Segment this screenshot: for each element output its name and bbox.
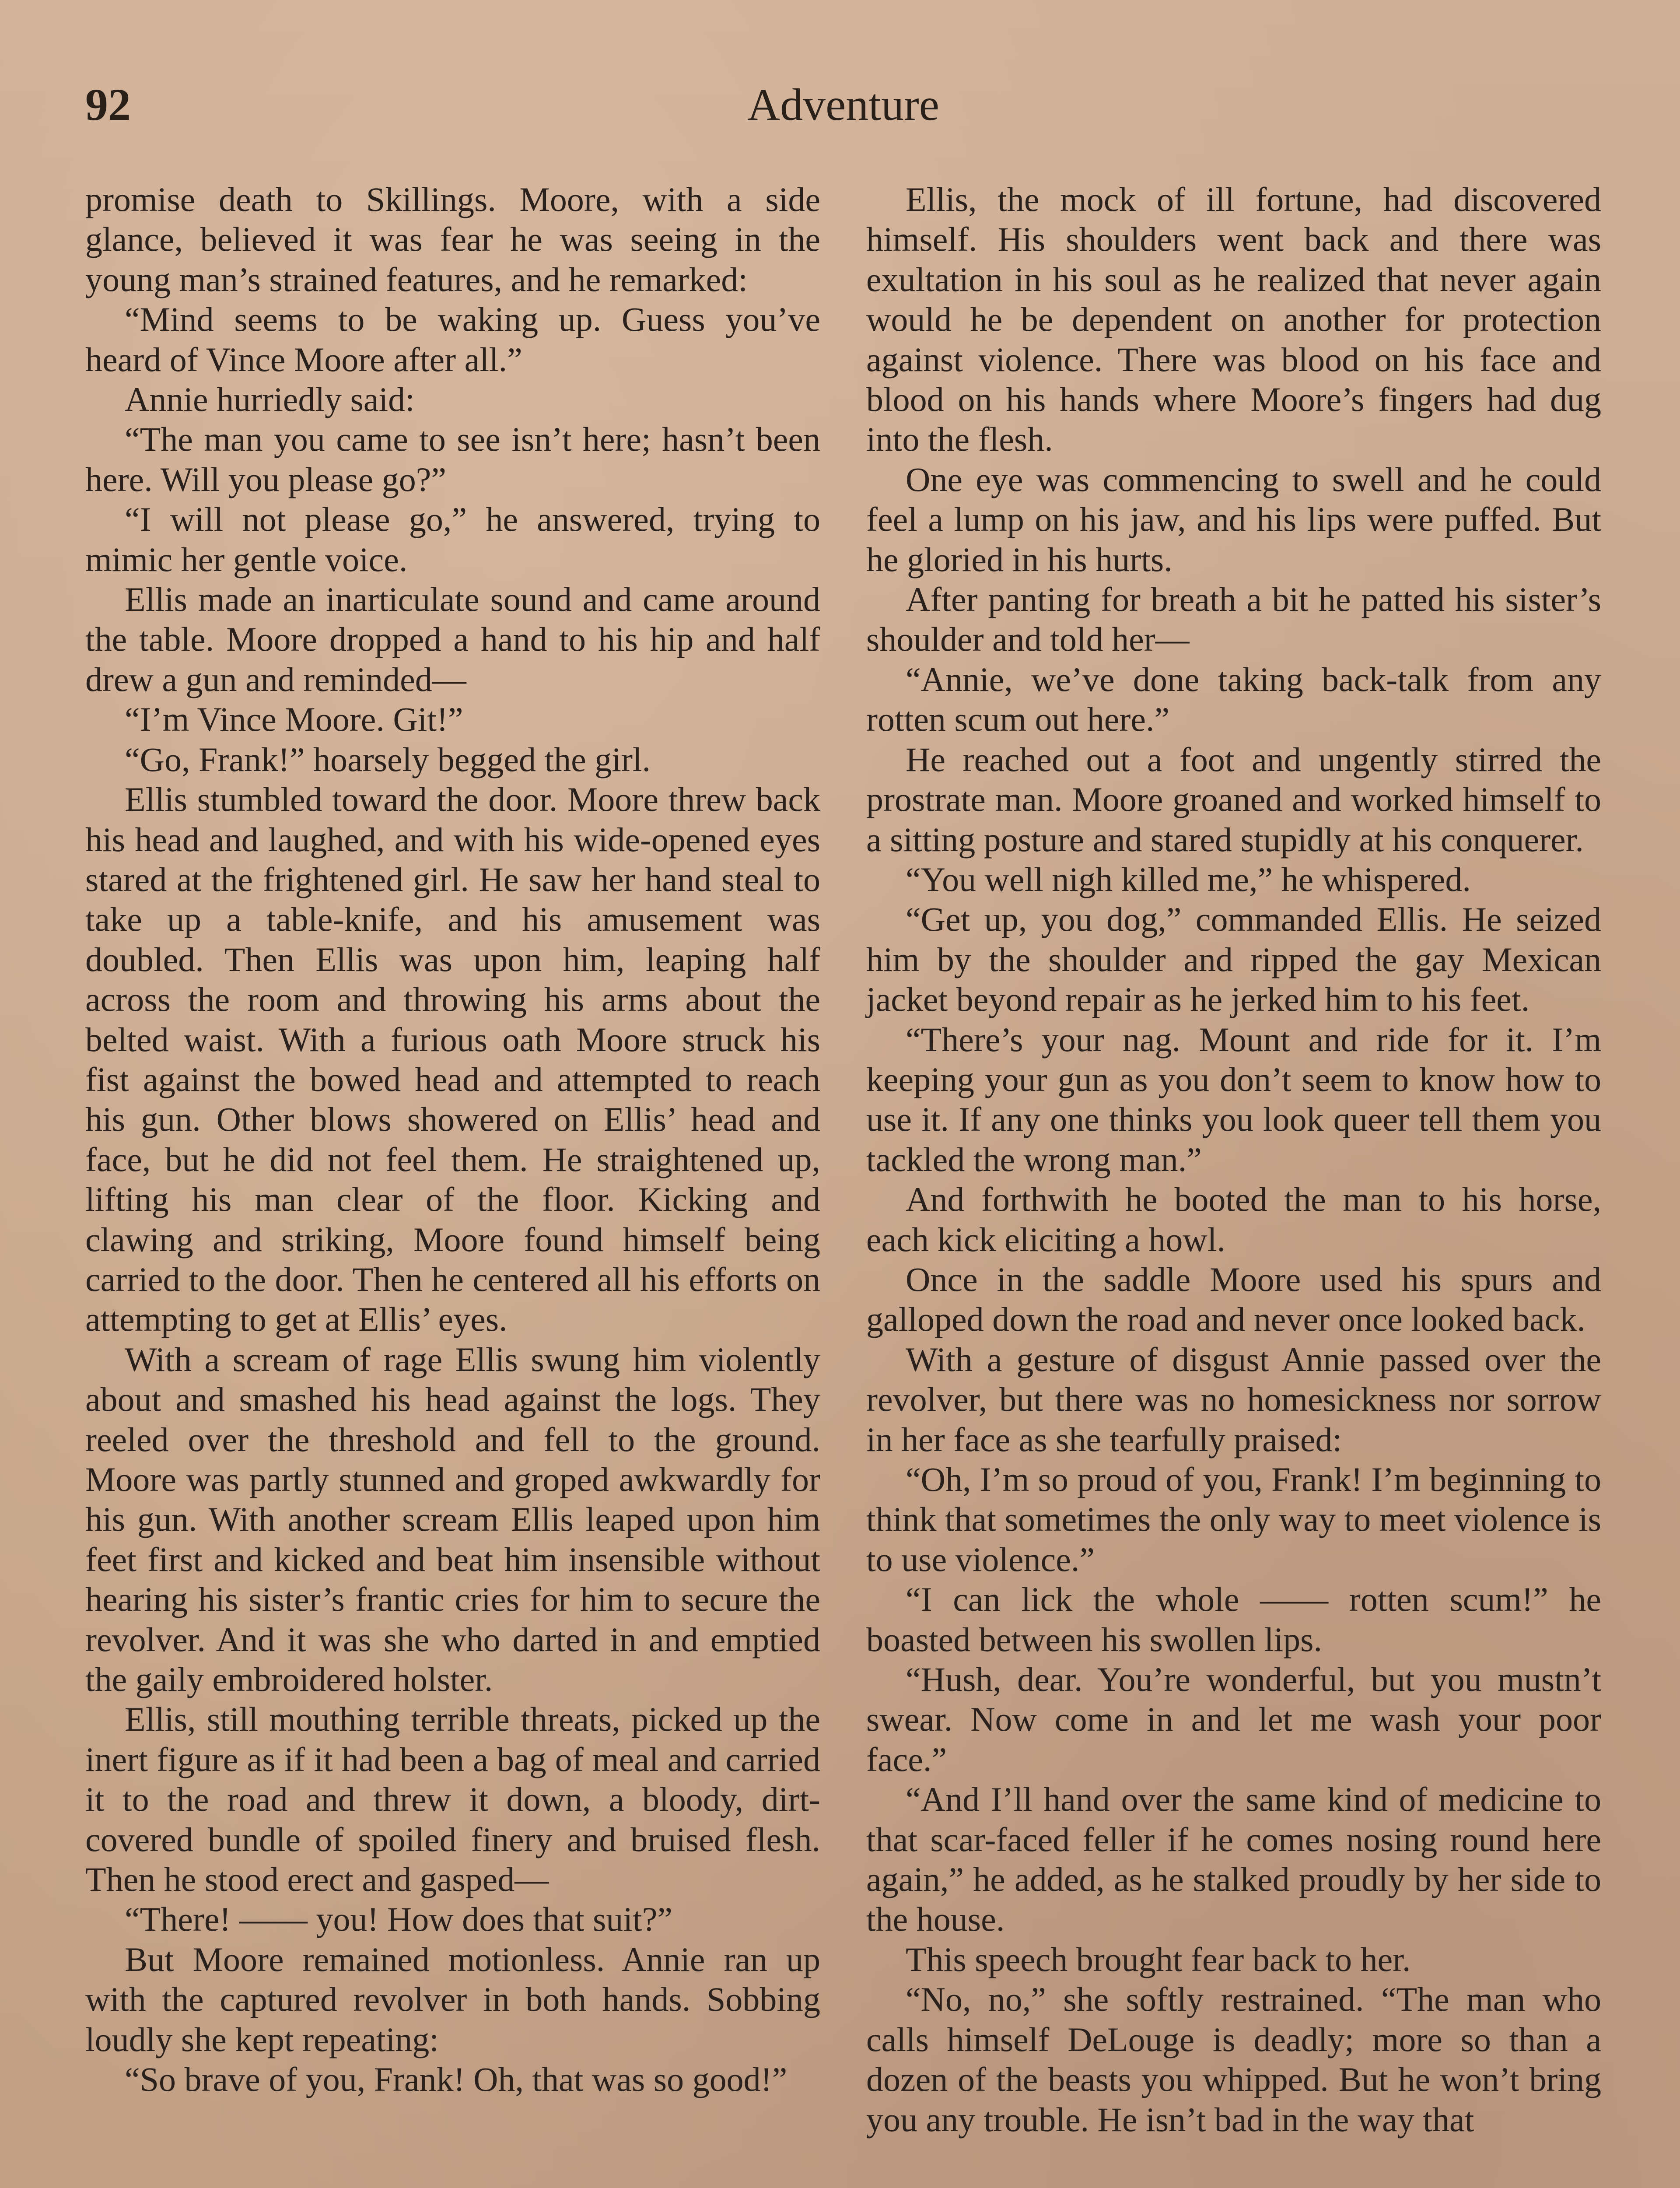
running-head: Adventure bbox=[747, 80, 939, 130]
paragraph: promise death to Skillings. Moore, with a side glance, believed it was fear he was seeing in the young man’s strained features, and he remarked: bbox=[85, 180, 820, 298]
paragraph: But Moore remained motionless. Annie ran up with the captured revolver in both hands. Sobbing loudly she kept repeating: bbox=[85, 1940, 820, 2058]
paragraph: Ellis stumbled toward the door. Moore threw back his head and laughed, and with his wide-opened eyes stared at the frightened girl. He saw her hand steal to take up a table-knife, and his amusement was doubled. Then Ellis was upon him, leaping half across the room and throwing his arms about the belted waist. With a furious oath Moore struck his fist against the bowed head and attempted to reach his gun. Other blows showered on Ellis’ head and face, but he did not feel them. He straightened up, lifting his man clear of the floor. Kicking and clawing and striking, Moore found himself being carried to the door. Then he centered all his efforts on attempting to get at Ellis’ eyes. bbox=[85, 780, 820, 1339]
paragraph: Once in the saddle Moore used his spurs and galloped down the road and never once looked back. bbox=[866, 1260, 1601, 1339]
paragraph: Ellis, the mock of ill fortune, had discovered himself. His shoulders went back and there was exultation in his soul as he realized that never again would he be dependent on another for protection against violence. There was blood on his face and blood on his hands where Moore’s fingers had dug into the flesh. bbox=[866, 180, 1601, 459]
paragraph: “The man you came to see isn’t here; hasn’t been here. Will you please go?” bbox=[85, 420, 820, 498]
paragraph: “Annie, we’ve done taking back-talk from any rotten scum out here.” bbox=[866, 660, 1601, 739]
page-header bbox=[85, 79, 1601, 136]
paragraph: “There’s your nag. Mount and ride for it. I’m keeping your gun as you don’t seem to know how to use it. If any one thinks you look queer tell them you tackled the wrong man.” bbox=[866, 1020, 1601, 1178]
paragraph: “Get up, you dog,” commanded Ellis. He seized him by the shoulder and ripped the gay Mexican jacket beyond repair as he jerked him to his feet. bbox=[866, 900, 1601, 1019]
paragraph: “Oh, I’m so proud of you, Frank! I’m beginning to think that sometimes the only way to meet violence is to use violence.” bbox=[866, 1460, 1601, 1578]
paragraph: “No, no,” she softly restrained. “The man who calls himself DeLouge is deadly; more so than a dozen of the beasts you whipped. But he won’t bring you any trouble. He isn’t bad in the way that bbox=[866, 1980, 1601, 2139]
paragraph: “I will not please go,” he answered, trying to mimic her gentle voice. bbox=[85, 500, 820, 579]
paragraph: Ellis made an inarticulate sound and came around the table. Moore dropped a hand to his hip and half drew a gun and reminded— bbox=[85, 580, 820, 698]
paragraph: Annie hurriedly said: bbox=[125, 380, 415, 419]
paragraph: And forthwith he booted the man to his horse, each kick eliciting a howl. bbox=[866, 1180, 1601, 1259]
paragraph: With a scream of rage Ellis swung him violently about and smashed his head against the logs. They reeled over the threshold and fell to the ground. Moore was partly stunned and groped awkwardly for his gun. With another scream Ellis leaped upon him feet first and kicked and beat him insensible without hearing his sister’s frantic cries for him to secure the revolver. And it was she who darted in and emptied the gaily embroidered holster. bbox=[85, 1340, 820, 1699]
paragraph: After panting for breath a bit he patted his sister’s shoulder and told her— bbox=[866, 580, 1601, 659]
right-column bbox=[866, 179, 1601, 2139]
paragraph: “Hush, dear. You’re wonderful, but you mustn’t swear. Now come in and let me wash your poor face.” bbox=[866, 1660, 1601, 1778]
paragraph: “I can lick the whole —— rotten scum!” he boasted between his swollen lips. bbox=[866, 1580, 1601, 1659]
paragraph: “Go, Frank!” hoarsely begged the girl. bbox=[125, 740, 651, 778]
paragraph: One eye was commencing to swell and he could feel a lump on his jaw, and his lips were puffed. But he gloried in his hurts. bbox=[866, 460, 1601, 579]
paragraph: “And I’ll hand over the same kind of medicine to that scar-faced feller if he comes nosing round here again,” he added, as he stalked proudly by her side to the house. bbox=[866, 1780, 1601, 1939]
left-column bbox=[85, 179, 820, 2100]
paragraph: This speech brought fear back to her. bbox=[906, 1940, 1411, 1978]
paragraph: With a gesture of disgust Annie passed over the revolver, but there was no homesickness nor sorrow in her face as she tearfully praised: bbox=[866, 1340, 1601, 1459]
paragraph: “I’m Vince Moore. Git!” bbox=[125, 700, 463, 739]
paragraph: “So brave of you, Frank! Oh, that was so good!” bbox=[125, 2060, 788, 2099]
paragraph: “There! —— you! How does that suit?” bbox=[125, 1900, 672, 1939]
page-number: 92 bbox=[85, 80, 131, 130]
paragraph: “You well nigh killed me,” he whispered. bbox=[906, 860, 1471, 898]
paragraph: He reached out a foot and ungently stirred the prostrate man. Moore groaned and worked himself to a sitting posture and stared stupidly at his conquerer. bbox=[866, 740, 1601, 859]
paragraph: “Mind seems to be waking up. Guess you’ve heard of Vince Moore after all.” bbox=[85, 300, 820, 379]
paragraph: Ellis, still mouthing terrible threats, picked up the inert figure as if it had been a bag of meal and carried it to the road and threw it down, a bloody, dirt-covered bundle of spoiled finery and bruised flesh. Then he stood erect and gasped— bbox=[85, 1700, 820, 1899]
